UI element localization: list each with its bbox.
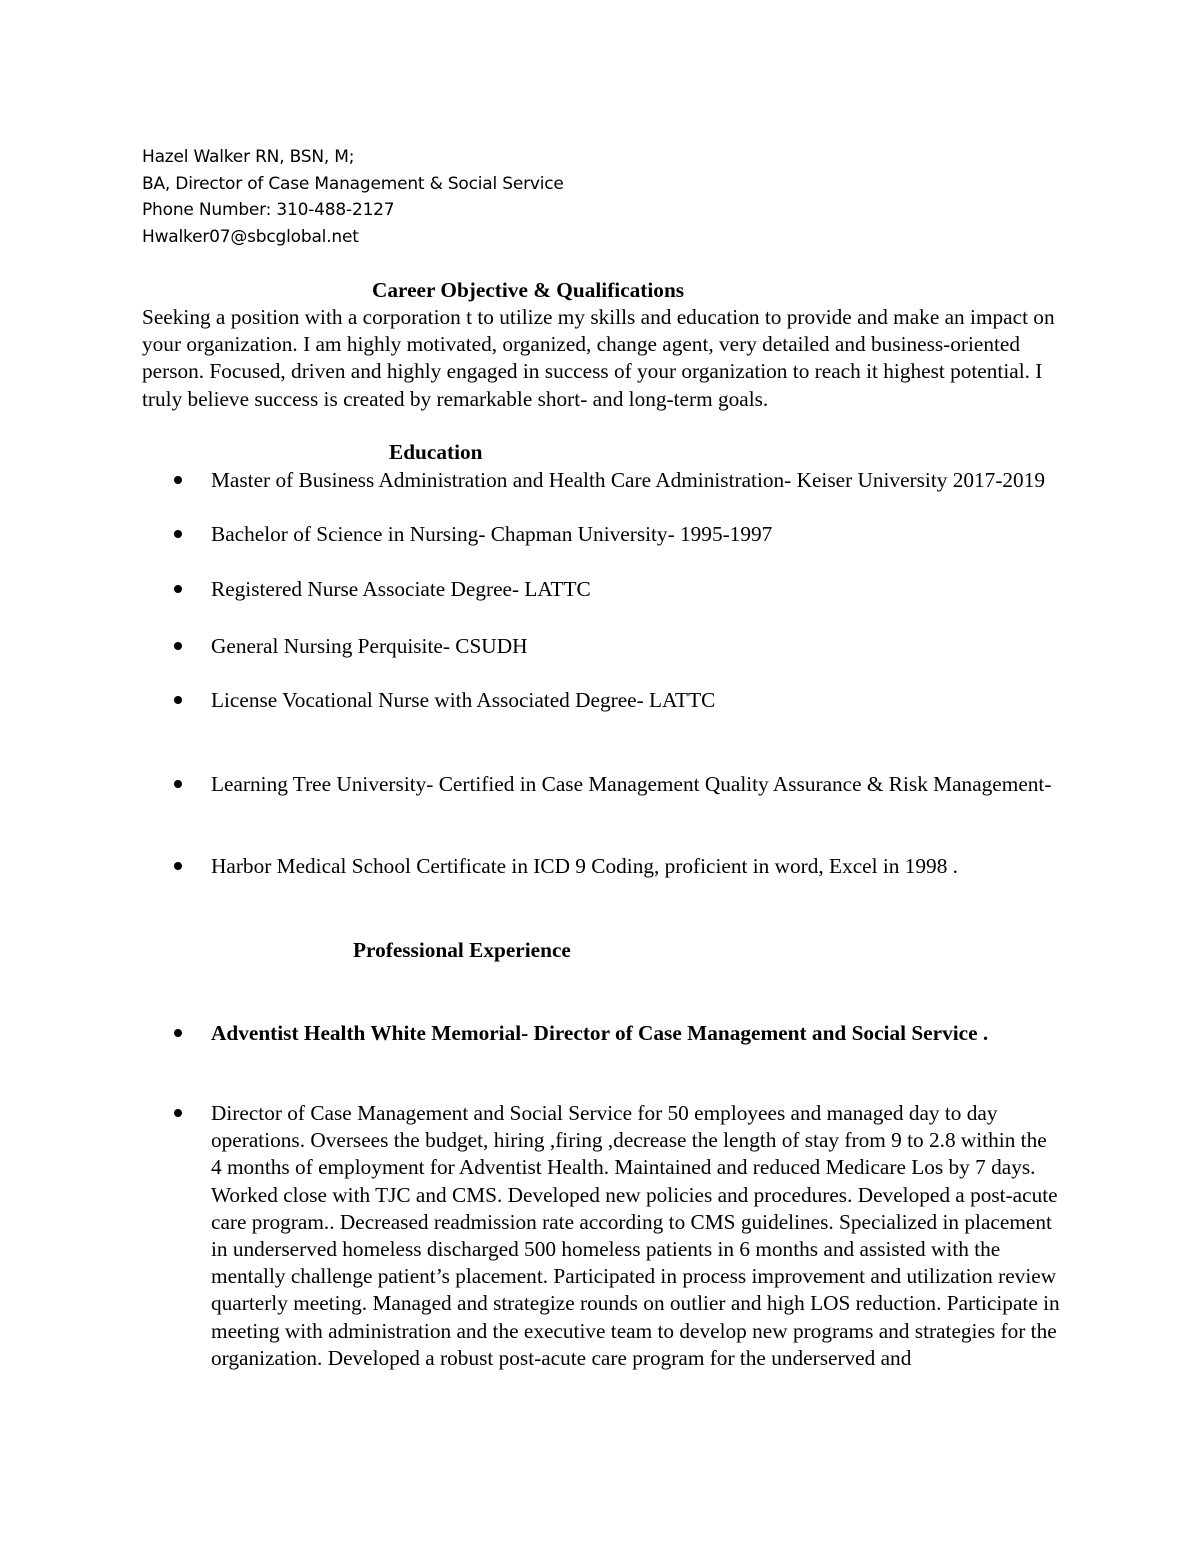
bullet-icon (174, 530, 182, 538)
education-item-text: Registered Nurse Associate Degree- LATTC (211, 577, 591, 601)
contact-header (142, 144, 564, 250)
candidate-title: BA, Director of Case Management & Social Service (142, 173, 564, 194)
job-title-text: Adventist Health White Memorial- Director of Case Management and Social Service . (211, 1021, 989, 1045)
phone-number: Phone Number: 310-488-2127 (142, 200, 395, 220)
bullet-icon (174, 1029, 182, 1037)
bullet-icon (174, 696, 182, 704)
education-heading: Education (389, 440, 483, 464)
bullet-icon (174, 780, 182, 788)
email-address: Hwalker07@sbcglobal.net (142, 226, 359, 247)
education-item (211, 467, 1066, 494)
experience-job-title-item (211, 1020, 1011, 1047)
job-description-text: Director of Case Management and Social Service for 50 employees and managed day to day operations. Oversees the budget, hiring ,firing ,decrease the length of stay from 9 to 2.8 within the 4 months of employment for Adventist Health. Maintained and reduced Medicare Los by 7 days. Worked close with TJC and CMS. Developed new policies and procedures. Developed a post-acute care program.. Decreased readmission rate according to CMS guidelines. Specialized in placement in underserved homeless discharged 500 homeless patients in 6 months and assisted with the mentally challenge patient’s placement. Participated in process improvement and utilization review quarterly meeting. Managed and strategize rounds on outlier and high LOS reduction. Participate in meeting with administration and the executive team to develop new programs and strategies for the organization. Developed a robust post-acute care program for the underserved and (211, 1101, 1060, 1370)
bullet-icon (174, 862, 182, 870)
education-item (211, 771, 1066, 798)
bullet-icon (174, 642, 182, 650)
bullet-icon (174, 1109, 182, 1117)
education-item-text: Master of Business Administration and Health Care Administration- Keiser University 2017-2019 (211, 468, 1045, 492)
education-item-text: Harbor Medical School Certificate in ICD 9 Coding, proficient in word, Excel in 1998 . (211, 854, 958, 878)
education-item-text: Learning Tree University- Certified in Case Management Quality Assurance & Risk Management- (211, 772, 1052, 796)
professional-experience-heading: Professional Experience (353, 938, 571, 962)
education-item (211, 853, 1066, 880)
education-item (211, 687, 1066, 714)
bullet-icon (174, 476, 182, 484)
education-item (211, 633, 1066, 660)
education-item (211, 521, 1066, 548)
career-objective-text: Seeking a position with a corporation t to utilize my skills and education to provide and make an impact on your organization. I am highly motivated, organized, change agent, very detailed and business-oriented person. Focused, driven and highly engaged in success of your organization to reach it highest potential. I truly believe success is created by remarkable short- and long-term goals. (142, 305, 1055, 411)
bullet-icon (174, 585, 182, 593)
candidate-name: Hazel Walker RN, BSN, M; (142, 147, 355, 167)
education-item-text: General Nursing Perquisite- CSUDH (211, 634, 528, 658)
education-item-text: Bachelor of Science in Nursing- Chapman University- 1995-1997 (211, 522, 773, 546)
experience-description-item (211, 1100, 1061, 1372)
education-item-text: License Vocational Nurse with Associated Degree- LATTC (211, 688, 716, 712)
education-item (211, 576, 1066, 603)
career-objective-heading: Career Objective & Qualifications (372, 278, 685, 302)
